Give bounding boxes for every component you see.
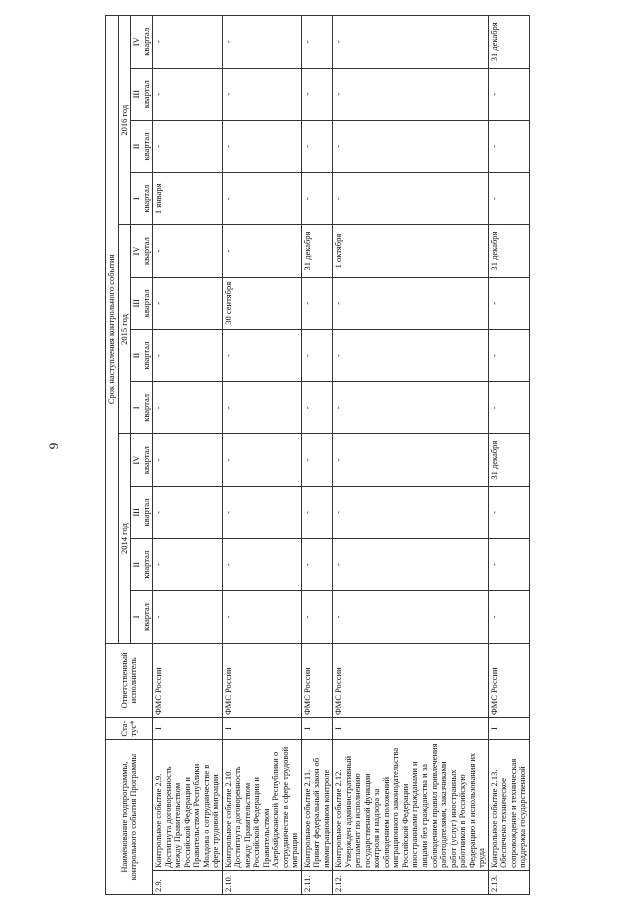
- event-executor: ФМС России: [333, 643, 488, 717]
- quarter-cell: -: [333, 434, 488, 486]
- quarter-cell: -: [222, 120, 301, 172]
- event-status: I: [222, 718, 301, 740]
- quarter-cell: -: [333, 382, 488, 434]
- quarter-number: II: [131, 561, 142, 568]
- quarter-cell: -: [153, 486, 223, 538]
- header-quarter: [131, 16, 153, 69]
- quarter-cell: -: [222, 486, 301, 538]
- header-quarter: [131, 173, 153, 225]
- quarter-word: квартал: [140, 498, 151, 527]
- quarter-cell: -: [301, 329, 333, 381]
- quarter-cell: -: [488, 382, 529, 434]
- header-quarter: [131, 434, 153, 486]
- event-executor: ФМС России: [301, 643, 333, 717]
- quarter-cell: 31 декабря: [488, 16, 529, 69]
- quarter-cell: -: [333, 173, 488, 225]
- quarter-cell: -: [153, 434, 223, 486]
- quarter-cell: -: [222, 591, 301, 643]
- quarter-cell: 31 декабря: [301, 225, 333, 277]
- quarter-cell: -: [333, 68, 488, 120]
- quarter-cell: -: [333, 16, 488, 69]
- quarter-cell: -: [222, 382, 301, 434]
- quarter-cell: -: [301, 382, 333, 434]
- quarter-word: квартал: [140, 80, 151, 109]
- quarter-cell: -: [488, 68, 529, 120]
- quarter-word: квартал: [140, 289, 151, 318]
- quarter-cell: 31 декабря: [488, 434, 529, 486]
- row-number: 2.13.: [488, 870, 529, 894]
- quarter-cell: -: [301, 173, 333, 225]
- event-name: Контрольное событие 2.10. Достигнута договоренность между Правительством Российской Федерации и Правительством Азербайджанской Республики о сотрудничестве в сфере трудовой миграции: [222, 740, 301, 871]
- quarter-number: IV: [131, 246, 142, 256]
- quarter-cell: -: [222, 68, 301, 120]
- quarter-cell: 31 декабря: [488, 225, 529, 277]
- quarter-cell: -: [488, 591, 529, 643]
- table-row: [153, 16, 223, 895]
- row-number: 2.10.: [222, 870, 301, 894]
- quarter-number: IV: [131, 455, 142, 465]
- control-events-table: [105, 15, 530, 895]
- page-number: 9: [46, 442, 61, 450]
- quarter-word: квартал: [140, 184, 151, 213]
- quarter-number: II: [131, 143, 142, 150]
- quarter-cell: -: [153, 382, 223, 434]
- quarter-cell: -: [301, 277, 333, 329]
- header-quarter: [131, 591, 153, 643]
- header-quarter: [131, 120, 153, 172]
- quarter-cell: -: [301, 591, 333, 643]
- quarter-cell: -: [222, 225, 301, 277]
- quarter-word: квартал: [140, 446, 151, 475]
- quarter-cell: -: [301, 434, 333, 486]
- header-quarter: [131, 329, 153, 381]
- event-executor: ФМС России: [222, 643, 301, 717]
- header-deadline: Срок наступления контрольного события: [106, 16, 119, 644]
- quarter-number: IV: [131, 37, 142, 47]
- row-number: 2.11.: [301, 870, 333, 894]
- quarter-cell: 30 сентября: [222, 277, 301, 329]
- header-quarter: [131, 277, 153, 329]
- header-year-2015: 2015 год: [118, 225, 131, 434]
- quarter-cell: -: [301, 539, 333, 591]
- quarter-cell: -: [301, 486, 333, 538]
- quarter-cell: -: [153, 120, 223, 172]
- header-status: Ста- тус*: [106, 718, 153, 740]
- quarter-cell: -: [153, 16, 223, 69]
- quarter-cell: -: [488, 277, 529, 329]
- row-number: 2.12.: [333, 870, 488, 894]
- quarter-number: I: [131, 197, 142, 201]
- quarter-word: квартал: [140, 237, 151, 265]
- quarter-cell: -: [301, 16, 333, 69]
- quarter-cell: -: [222, 173, 301, 225]
- table-row: [222, 16, 301, 895]
- header-row-1: [106, 16, 119, 895]
- header-executor: Ответственный исполнитель: [106, 643, 153, 717]
- quarter-cell: -: [333, 539, 488, 591]
- quarter-cell: -: [153, 225, 223, 277]
- header-year-2014: 2014 год: [118, 434, 131, 643]
- header-name: Наименование подпрограммы, контрольного события Программы: [106, 740, 153, 895]
- event-status: I: [153, 718, 223, 740]
- quarter-cell: 1 января: [153, 173, 223, 225]
- quarter-cell: 1 октября: [333, 225, 488, 277]
- event-status: I: [301, 718, 333, 740]
- quarter-number: II: [131, 352, 142, 359]
- header-quarter: [131, 68, 153, 120]
- header-quarter: [131, 539, 153, 591]
- quarter-cell: -: [333, 120, 488, 172]
- header-quarter: [131, 486, 153, 538]
- quarter-cell: -: [222, 329, 301, 381]
- quarter-word: квартал: [140, 393, 151, 422]
- quarter-cell: -: [222, 434, 301, 486]
- quarter-cell: -: [153, 591, 223, 643]
- quarter-cell: -: [333, 277, 488, 329]
- header-quarter: [131, 382, 153, 434]
- event-executor: ФМС России: [153, 643, 223, 717]
- table-row: [488, 16, 529, 895]
- table-row: [333, 16, 488, 895]
- event-status: I: [488, 718, 529, 740]
- quarter-number: III: [131, 508, 142, 517]
- quarter-cell: -: [333, 486, 488, 538]
- header-year-2016: 2016 год: [118, 16, 131, 225]
- rotated-table-container: [105, 15, 635, 895]
- quarter-word: квартал: [140, 27, 151, 56]
- quarter-cell: -: [153, 277, 223, 329]
- quarter-number: I: [131, 615, 142, 619]
- quarter-cell: -: [222, 539, 301, 591]
- quarter-cell: -: [153, 329, 223, 381]
- event-name: Контрольное событие 2.12. Утвержден административный регламент по исполнению государственной функции контроля и надзора за соблюдением положений миграционного законодательства Российской Федерации иностранными гражданами и лицами без гражданства и за соблюдением правил привлечения работодателями, заказчиками работ (услуг) иностранных работников в Российскую Федерацию и использования их труда: [333, 740, 488, 871]
- quarter-number: III: [131, 89, 142, 99]
- quarter-cell: -: [333, 329, 488, 381]
- event-name: Контрольное событие 2.11. Принят федеральный закон об иммиграционном контроле: [301, 740, 333, 871]
- quarter-cell: -: [153, 539, 223, 591]
- quarter-cell: -: [333, 591, 488, 643]
- quarter-number: III: [131, 299, 142, 308]
- quarter-word: квартал: [140, 550, 151, 579]
- quarter-cell: -: [488, 329, 529, 381]
- event-name: Контрольное событие 2.9. Достигнута договоренность между Правительством Российской Федерации и Правительством Республики Молдова о сотрудничестве в сфере трудовой миграции: [153, 740, 223, 871]
- event-status: I: [333, 718, 488, 740]
- header-quarter: [131, 225, 153, 277]
- quarter-cell: -: [488, 486, 529, 538]
- event-executor: ФМС России: [488, 643, 529, 717]
- event-name: Контрольное событие 2.13. Обеспечено техническое сопровождение и техническая поддержка государственной: [488, 740, 529, 871]
- table-body: [153, 16, 530, 895]
- quarter-cell: -: [153, 68, 223, 120]
- quarter-cell: -: [488, 173, 529, 225]
- table-row: [301, 16, 333, 895]
- quarter-cell: -: [488, 539, 529, 591]
- quarter-cell: -: [222, 16, 301, 69]
- quarter-word: квартал: [140, 603, 151, 631]
- row-number: 2.9.: [153, 870, 223, 894]
- quarter-cell: -: [488, 120, 529, 172]
- quarter-cell: -: [301, 68, 333, 120]
- quarter-cell: -: [301, 120, 333, 172]
- quarter-word: квартал: [140, 341, 151, 370]
- quarter-number: I: [131, 406, 142, 410]
- quarter-word: квартал: [140, 132, 151, 161]
